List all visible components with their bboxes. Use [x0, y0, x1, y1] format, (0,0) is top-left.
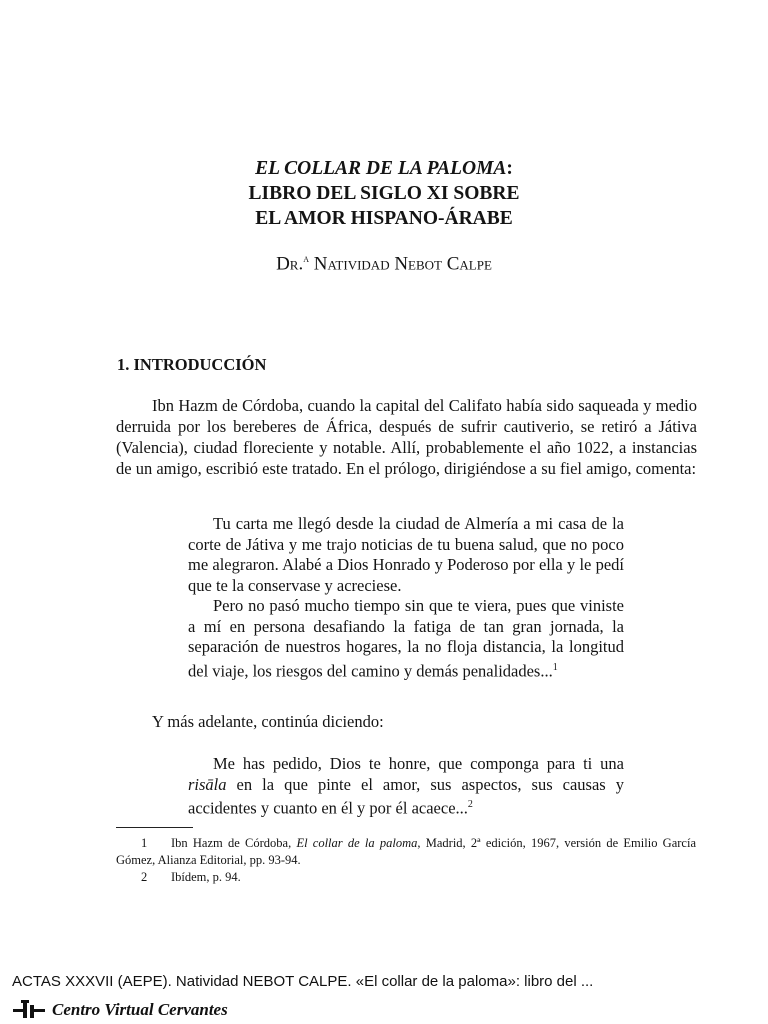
footnote-1-before: Ibn Hazm de Córdoba,: [171, 836, 297, 850]
body-paragraph-1: Ibn Hazm de Córdoba, cuando la capital del Califato había sido saqueada y medio derruida por los bereberes de África, después de sufrir cautiverio, se retiró a Játiva (Valencia), ciudad floreciente y notable. Allí, probablemente el año 1022, a instancias de un amigo, escribió este tratado. En el prólogo, dirigiéndose a su fiel amigo, comenta:: [116, 396, 697, 478]
title-line-1: [0, 156, 768, 181]
quote-2-text-before: Me has pedido, Dios te honre, que componga para ti una: [213, 754, 624, 773]
footnote-ref-1: 1: [552, 661, 558, 673]
body-paragraph-2: Y más adelante, continúa diciendo:: [152, 712, 384, 731]
footnote-1-number: 1: [141, 836, 148, 850]
cervantes-logo-icon: [12, 1000, 46, 1020]
author-prefix: Dr.: [276, 253, 304, 275]
block-quote-2: [188, 754, 624, 819]
footnote-2: [116, 869, 696, 886]
title-colon: :: [506, 158, 513, 179]
brand-name: Centro Virtual Cervantes: [52, 1000, 228, 1019]
title-italic: EL COLLAR DE LA PALOMA: [255, 158, 507, 179]
footnote-1: [116, 835, 696, 869]
article-title: [0, 156, 768, 231]
brand-link[interactable]: [12, 998, 228, 1022]
quote-2-paragraph: [188, 754, 624, 819]
footnote-1-italic: El collar de la paloma: [296, 836, 418, 850]
block-quote-1: [188, 514, 624, 682]
citation-link[interactable]: ACTAS XXXVII (AEPE). Natividad NEBOT CALPE. «El collar de la paloma»: libro del ...: [12, 973, 594, 990]
footnote-2-text: Ibídem, p. 94.: [171, 870, 241, 884]
quote-1-paragraph-2: [188, 596, 624, 682]
footnote-ref-2: 2: [467, 799, 473, 810]
footnote-1-after: , Madrid, 2ª edición, 1967, versión de Emilio García Gómez, Alianza Editorial, pp. 93-94.: [116, 836, 696, 867]
author-line: [0, 251, 768, 275]
footnote-divider: [116, 827, 193, 828]
section-heading: 1. INTRODUCCIÓN: [117, 355, 267, 374]
author-name: Natividad Nebot Calpe: [309, 253, 492, 275]
title-line-2: LIBRO DEL SIGLO XI SOBRE: [248, 183, 520, 204]
footnote-2-number: 2: [141, 870, 148, 884]
author-superscript: a: [303, 251, 310, 265]
footnotes: [116, 835, 696, 886]
quote-2-italic-term: risāla: [188, 774, 227, 794]
quote-2-text-after: en la que pinte el amor, sus aspectos, sus causas y accidentes y cuanto en él y por él acaece...: [188, 774, 624, 818]
title-line-3: EL AMOR HISPANO-ÁRABE: [255, 208, 513, 229]
quote-1-paragraph-1: Tu carta me llegó desde la ciudad de Almería a mi casa de la corte de Játiva y me trajo noticias de tu buena salud, que no poco me alegraron. Alabé a Dios Honrado y Poderoso por ella y le pedí que te la conservase y acreciese.: [188, 514, 624, 595]
quote-1-paragraph-2-text: Pero no pasó mucho tiempo sin que te viera, pues que viniste a mí en persona desafiando la fatiga de tan gran jornada, la separación de nuestros hogares, la no floja distancia, la longitud del viaje, los riesgos del camino y demás penalidades...: [188, 596, 624, 680]
